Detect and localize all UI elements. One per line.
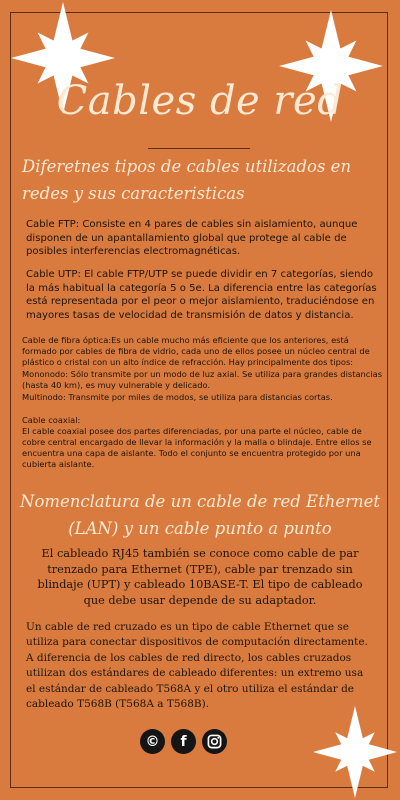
star-decoration-bottom-right: [310, 704, 400, 800]
social-links: [140, 729, 260, 755]
instagram-glyph: [207, 734, 222, 749]
paragraph-cable-utp: Cable UTP: El cable FTP/UTP se puede dividir en 7 categorías, siendo la más habitual la categoría 5 o 5e. La diferencia entre las categorías está representada por el peor o mejor aislamiento, traduciéndose en mayores tasas de velocidad de transmisión de datos y distancia.: [26, 269, 377, 321]
paragraph-fiber-intro: Cable de fibra óptica:Es un cable mucho más eficiente que los anteriores, está formado por cables de fibra de vidrio, cada uno de ellos posee un núcleo central de plástico o cristal con un alto índice de refracción. Hay principalmente dos tipos:: [22, 335, 370, 367]
page-title: Cables de red: [56, 78, 344, 124]
copyright-glyph: ©: [145, 733, 160, 750]
title-divider: [148, 148, 250, 149]
paragraph-cable-ftp: Cable FTP: Consiste en 4 pares de cables sin aislamiento, aunque disponen de un apantallamiento global que protege al cable de posibles interferencias electromagnéticas.: [26, 219, 358, 258]
paragraph-rj45: El cableado RJ45 también se conoce como cable de par trenzado para Ethernet (TPE), cable par trenzado sin blindaje (UPT) y cableado 10BASE-T. El tipo de cableado que debe usar depende de su adaptador.: [37, 547, 363, 607]
section-heading-nomenclature: Nomenclatura de un cable de red Ethernet (LAN) y un cable punto a punto: [20, 492, 380, 538]
paragraph-fiber-multimode: Multinodo: Transmite por miles de modos, se utiliza para distancias cortas.: [22, 392, 333, 402]
coaxial-title: Cable coaxial:: [22, 415, 81, 425]
paragraph-fiber-monomode: Mononodo: Sólo transmite por un modo de luz axial. Se utiliza para grandes distancias (hasta 40 km), es muy vulnerable y delicado.: [22, 369, 383, 390]
paragraph-coaxial: El cable coaxial posee dos partes diferenciadas, por una parte el núcleo, cable de cobre central encargado de llevar la información y la malla o blindaje. Entre ellos se encuentra una capa de aislante. Todo el conjunto se encuentra protegido por una cubierta aislante.: [22, 426, 372, 469]
facebook-icon[interactable]: [171, 729, 196, 754]
instagram-icon[interactable]: [202, 729, 227, 754]
copyright-icon[interactable]: [140, 729, 165, 754]
section-heading-cable-types: Diferetnes tipos de cables utilizados en redes y sus caracteristicas: [22, 157, 352, 203]
facebook-glyph: f: [180, 733, 187, 750]
paragraph-crossover-cable: Un cable de red cruzado es un tipo de cable Ethernet que se utiliza para conectar dispositivos de computación directamente. A diferencia de los cables de red directo, los cables cruzados utilizan dos estándares de cableado diferentes: un extremo usa el estándar de cableado T568A y el otro utiliza el estándar de cableado T568B (T568A a T568B).: [26, 621, 368, 711]
